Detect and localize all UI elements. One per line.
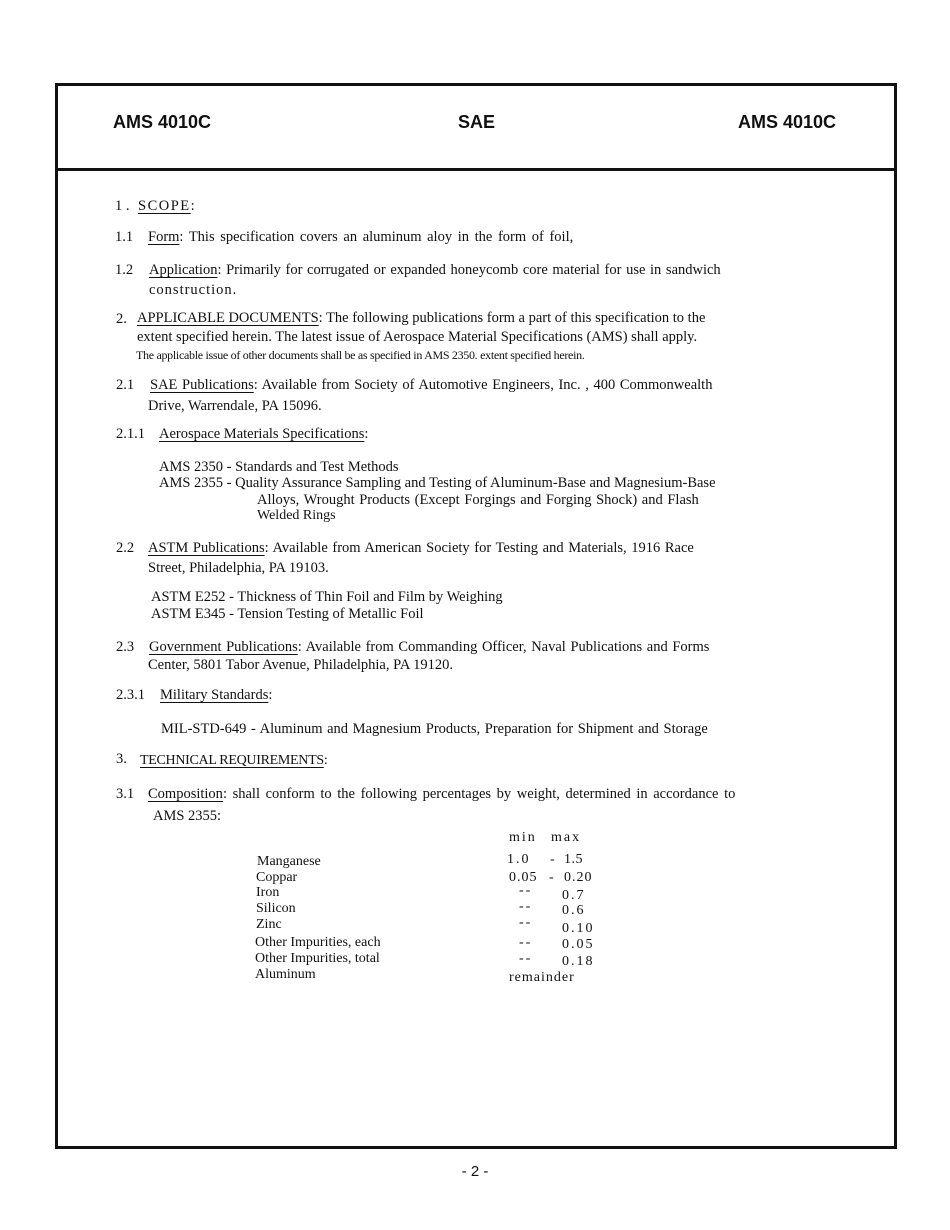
composition-element: Iron <box>256 885 280 900</box>
section-2-number: 2. <box>116 311 127 327</box>
composition-min: -- <box>519 915 533 930</box>
composition-element: Coppar <box>256 870 298 885</box>
composition-min: 1.0 <box>507 852 531 867</box>
section-3-heading <box>140 752 327 769</box>
section-3-number: 3. <box>116 751 127 767</box>
section-2-body: : The following publications form a part of this specification to the <box>318 310 706 326</box>
section-1-2-title: Application <box>149 262 218 278</box>
header-org: SAE <box>458 112 496 132</box>
section-1-heading <box>138 198 196 215</box>
section-2-2-text <box>148 540 694 557</box>
section-2-3-1-heading <box>160 687 272 704</box>
section-2-1-title: SAE Publications <box>150 377 254 393</box>
ams-2355-item-cont2: Welded Rings <box>257 508 336 523</box>
section-3-colon: : <box>323 753 328 768</box>
composition-min: -- <box>519 883 533 898</box>
composition-max: 0.10 <box>562 921 595 936</box>
section-2-1-text <box>150 377 712 394</box>
composition-min: -- <box>519 899 533 914</box>
composition-min: remainder <box>509 970 575 985</box>
ams-2350-item: AMS 2350 - Standards and Test Methods <box>159 459 399 475</box>
composition-max-header: max <box>551 830 582 845</box>
composition-element: Aluminum <box>255 967 316 982</box>
section-1-2-body-cont: construction. <box>149 282 238 298</box>
section-2-3-text <box>149 639 709 656</box>
section-3-title: TECHNICAL REQUIREMENTS <box>140 753 324 768</box>
section-1-1-title: Form <box>148 229 180 245</box>
composition-max: 1.5 <box>564 852 583 867</box>
section-1-title: SCOPE <box>138 198 191 214</box>
header-doc-id-left: AMS 4010C <box>113 112 212 132</box>
section-3-1-number: 3.1 <box>116 786 135 802</box>
section-2-1-body-cont: Drive, Warrendale, PA 15096. <box>148 398 322 414</box>
section-2-note: The applicable issue of other documents shall be as specified in AMS 2350. extent specified herein. <box>136 348 585 362</box>
section-3-1-body: : shall conform to the following percentages by weight, determined in accordance to <box>222 786 736 802</box>
mil-std-649-item: MIL-STD-649 - Aluminum and Magnesium Products, Preparation for Shipment and Storage <box>161 721 708 737</box>
section-2-3-body: : Available from Commanding Officer, Naval Publications and Forms <box>297 639 710 655</box>
section-2-1-1-colon: : <box>364 426 369 442</box>
section-1-2-body: : Primarily for corrugated or expanded honeycomb core material for use in sandwich <box>217 262 721 278</box>
composition-min: 0.05 <box>509 870 538 885</box>
astm-e345-item: ASTM E345 - Tension Testing of Metallic Foil <box>151 606 424 622</box>
section-3-1-body-cont: AMS 2355: <box>153 808 222 824</box>
section-2-1-body: : Available from Society of Automotive Engineers, Inc. , 400 Commonwealth <box>253 377 713 393</box>
section-2-1-1-number: 2.1.1 <box>116 426 145 442</box>
section-1-1-body: : This specification covers an aluminum aloy in the form of foil, <box>179 229 574 245</box>
composition-dash: - <box>549 870 554 885</box>
composition-element: Silicon <box>256 901 296 916</box>
ams-2355-item-cont: Alloys, Wrought Products (Except Forgings and Forging Shock) and Flash <box>257 492 699 508</box>
section-2-3-number: 2.3 <box>116 639 135 655</box>
composition-max: 0.05 <box>562 937 595 952</box>
composition-max: 0.20 <box>564 870 593 885</box>
section-2-2-body-cont: Street, Philadelphia, PA 19103. <box>148 560 329 576</box>
section-2-2-title: ASTM Publications <box>148 540 265 556</box>
section-2-3-body-cont: Center, 5801 Tabor Avenue, Philadelphia, PA 19120. <box>148 657 454 673</box>
section-1-colon: : <box>190 198 197 214</box>
section-2-3-1-colon: : <box>268 687 273 703</box>
composition-element: Manganese <box>257 854 321 869</box>
section-3-1-text <box>148 786 735 803</box>
composition-min: -- <box>519 935 533 950</box>
section-2-2-body: : Available from American Society for Testing and Materials, 1916 Race <box>264 540 694 556</box>
ams-2355-item: AMS 2355 - Quality Assurance Sampling and Testing of Aluminum-Base and Magnesium-Base <box>159 475 716 491</box>
section-2-3-1-title: Military Standards <box>160 687 269 703</box>
page-number: - 2 - <box>461 1163 489 1180</box>
section-2-body-cont: extent specified herein. The latest issue of Aerospace Material Specifications (AMS) shall apply. <box>137 329 698 345</box>
section-2-3-1-number: 2.3.1 <box>116 687 145 703</box>
section-1-2-text <box>149 262 721 279</box>
document-header <box>58 86 894 171</box>
composition-max: 0.6 <box>562 903 586 918</box>
astm-e252-item: ASTM E252 - Thickness of Thin Foil and Film by Weighing <box>151 589 503 605</box>
section-2-1-1-heading <box>159 426 368 443</box>
section-1-number: 1 . <box>115 198 130 214</box>
composition-dash: - <box>550 852 555 867</box>
composition-element: Zinc <box>256 917 282 932</box>
composition-min-header: min <box>509 830 537 845</box>
section-2-3-title: Government Publications <box>149 639 298 655</box>
section-1-1-number: 1.1 <box>115 229 134 245</box>
section-2-1-number: 2.1 <box>116 377 135 393</box>
section-3-1-title: Composition <box>148 786 223 802</box>
section-2-1-1-title: Aerospace Materials Specifications <box>159 426 365 442</box>
header-doc-id-right: AMS 4010C <box>738 112 837 132</box>
composition-min: -- <box>519 951 533 966</box>
section-2-title: APPLICABLE DOCUMENTS <box>137 310 319 326</box>
section-1-2-number: 1.2 <box>115 262 134 278</box>
composition-element: Other Impurities, total <box>255 951 380 966</box>
section-2-text <box>137 310 705 327</box>
composition-max: 0.7 <box>562 888 586 903</box>
section-1-1-text <box>148 229 573 246</box>
composition-max: 0.18 <box>562 954 595 969</box>
section-2-2-number: 2.2 <box>116 540 135 556</box>
composition-element: Other Impurities, each <box>255 935 381 950</box>
